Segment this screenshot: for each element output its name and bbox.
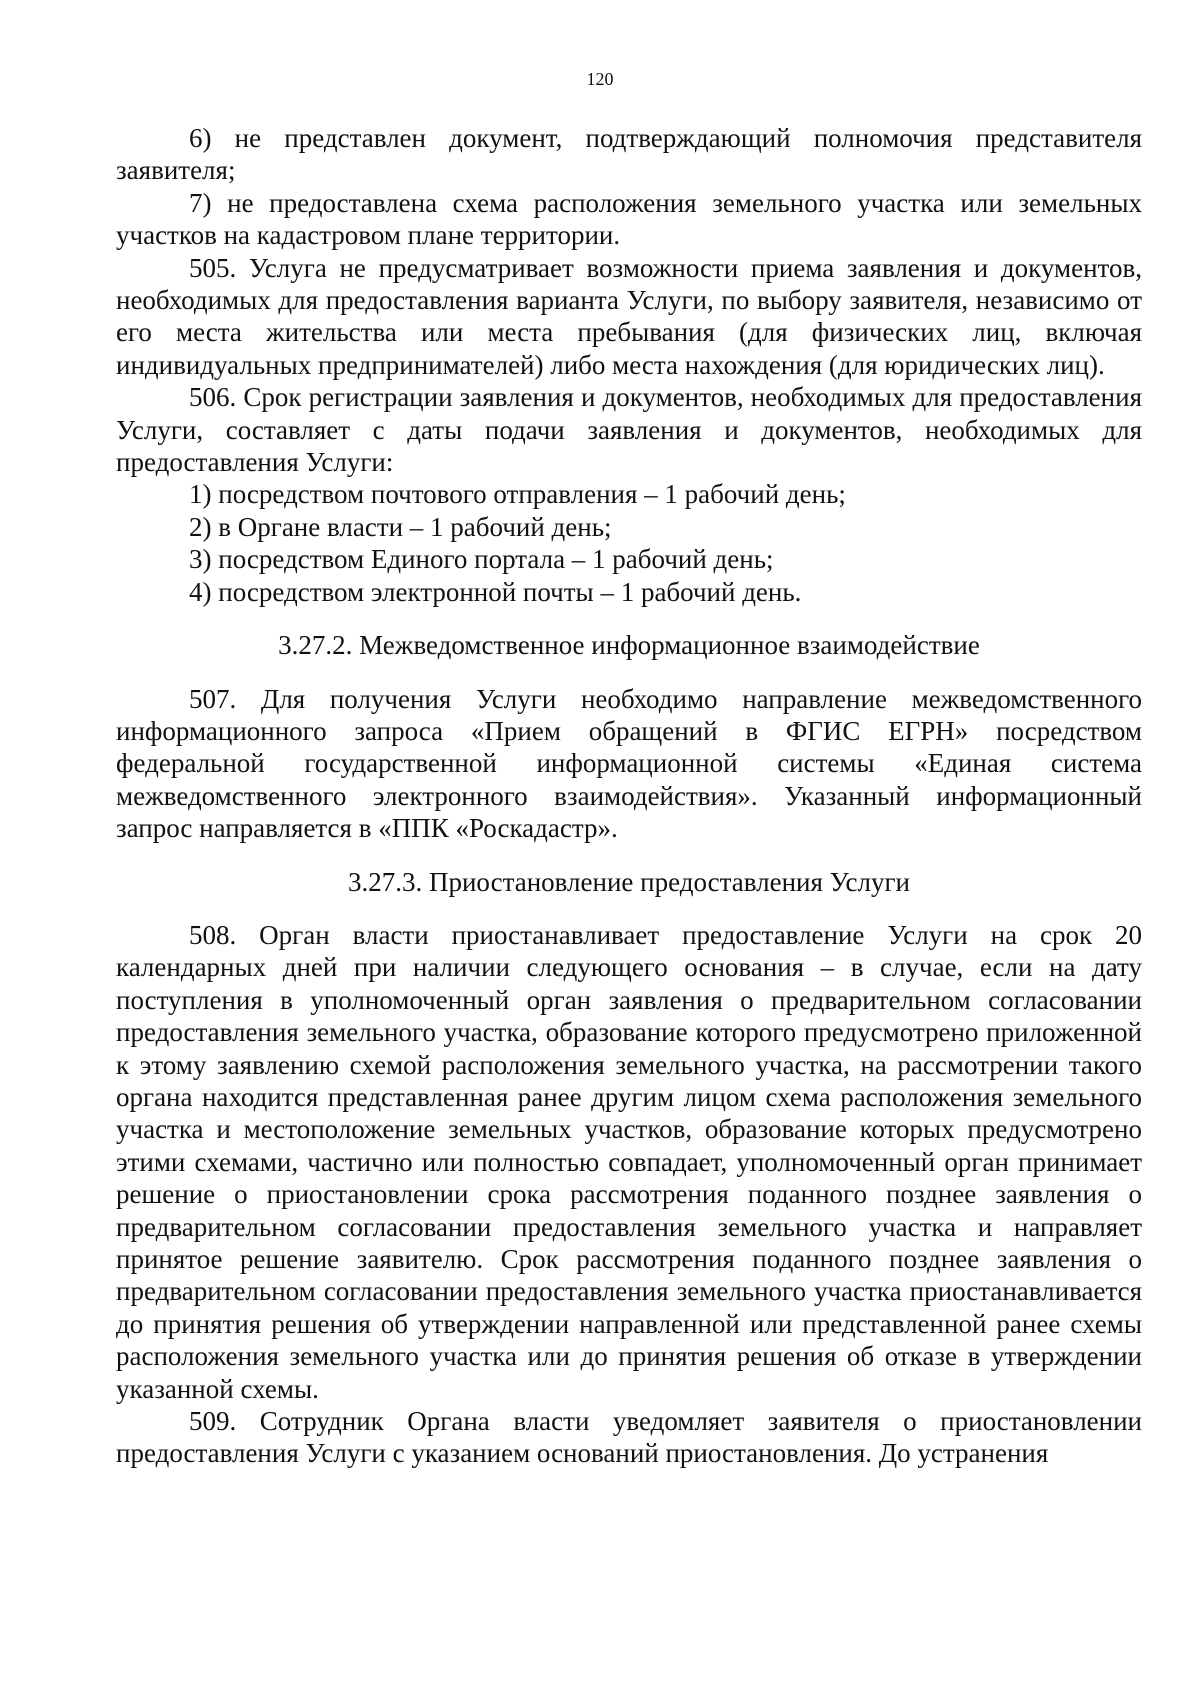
list-item: 1) посредством почтового отправления – 1 рабочий день; [189,479,846,510]
section-heading: 3.27.2. Межведомственное информационное взаимодействие [278,630,980,661]
list-item: 6) не представлен документ, подтверждающий полномочия представителя заявителя; [116,123,1142,186]
document-body [116,122,1142,1470]
page-number: 120 [586,69,614,89]
paragraph: 506. Срок регистрации заявления и документов, необходимых для предоставления Услуги, составляет с даты подачи заявления и документов, необходимых для предоставления Услуги: [116,382,1142,478]
paragraph: 507. Для получения Услуги необходимо направление межведомственного информационного запроса «Прием обращений в ФГИС ЕГРН» посредством федеральной государственной информационной системы «Единая система межведомственного электронного взаимодействия». Указанный информационный запрос направляется в «ППК «Роскадастр». [116,683,1142,844]
paragraph: 508. Орган власти приостанавливает предоставление Услуги на срок 20 календарных дней при наличии следующего основания – в случае, если на дату поступления в уполномоченный орган заявления о предварительном согласовании предоставления земельного участка, образование которого предусмотрено приложенной к этому заявлению схемой расположения земельного участка, на рассмотрении такого органа находится представленная ранее другим лицом схема расположения земельного участка и местоположение земельных участков, образование которых предусмотрено этими схемами, частично или полностью совпадает, уполномоченный орган принимает решение о приостановлении срока рассмотрения поданного позднее заявления о предварительном согласовании предоставления земельного участка и направляет принятое решение заявителю. Срок рассмотрения поданного позднее заявления о предварительном согласовании предоставления земельного участка приостанавливается до принятия решения об утверждении направленной или представленной ранее схемы расположения земельного участка или до принятия решения об отказе в утверждении указанной схемы. [116,919,1142,1404]
paragraph: 509. Сотрудник Органа власти уведомляет заявителя о приостановлении предоставления Услуги с указанием оснований приостановления. До устранения [116,1406,1142,1469]
paragraph: 505. Услуга не предусматривает возможности приема заявления и документов, необходимых для предоставления варианта Услуги, по выбору заявителя, независимо от его места жительства или места пребывания (для физических лиц, включая индивидуальных предпринимателей) либо места нахождения (для юридических лиц). [116,252,1142,380]
section-heading: 3.27.3. Приостановление предоставления Услуги [347,866,910,897]
list-item: 3) посредством Единого портала – 1 рабочий день; [189,544,774,575]
list-item: 7) не предоставлена схема расположения земельного участка или земельных участков на кадастровом плане территории. [116,187,1142,251]
list-item: 2) в Органе власти – 1 рабочий день; [189,511,612,542]
list-item: 4) посредством электронной почты – 1 рабочий день. [189,576,802,607]
